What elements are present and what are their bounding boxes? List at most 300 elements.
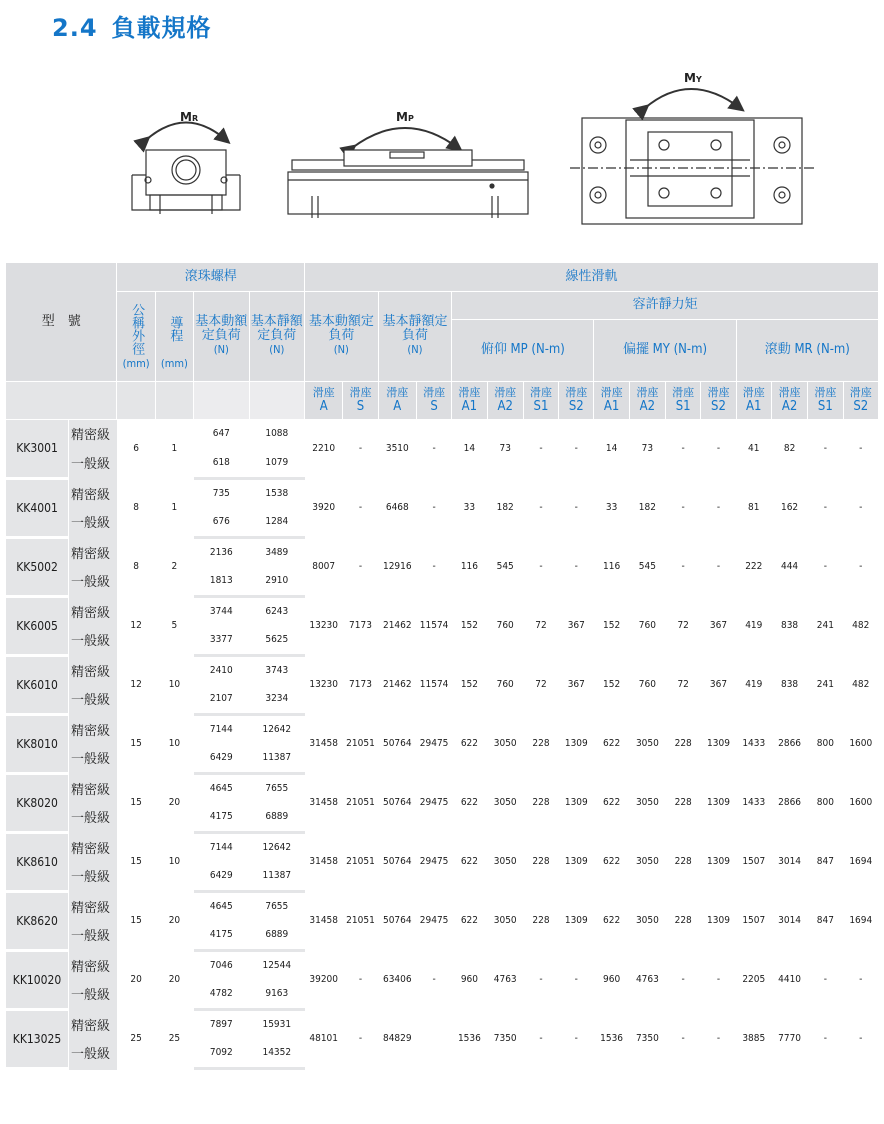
lg-value-cell: 3920 — [305, 478, 343, 537]
bs-static-normal-cell: 3234 — [249, 684, 304, 714]
grade-normal: 一般級 — [69, 684, 117, 714]
lead-cell: 2 — [155, 537, 193, 596]
lg-static-load-header: 基本靜額定負荷 (N) — [378, 291, 452, 381]
bs-dyn-precision-cell: 7144 — [194, 714, 249, 743]
bs-dyn-normal-cell: 1813 — [194, 566, 249, 596]
lead-cell: 10 — [155, 655, 193, 714]
lg-value-cell: - — [701, 419, 736, 478]
lg-value-cell: 419 — [736, 596, 771, 655]
bs-static-normal-cell: 6889 — [249, 920, 304, 950]
grade-normal: 一般級 — [69, 1038, 117, 1068]
lg-value-cell: - — [343, 537, 378, 596]
lg-value-cell: 2210 — [305, 419, 343, 478]
ball-screw-header: 滾珠螺桿 — [117, 263, 305, 291]
grade-precision: 精密級 — [69, 1009, 117, 1038]
bs-static-precision-cell: 7655 — [249, 891, 304, 920]
lg-value-cell: 72 — [523, 596, 558, 655]
bs-dyn-precision-cell: 2410 — [194, 655, 249, 684]
lg-value-cell: 29475 — [416, 891, 451, 950]
grade-precision: 精密級 — [69, 773, 117, 802]
bs-static-precision-cell: 1538 — [249, 478, 304, 507]
lg-value-cell: 33 — [594, 478, 629, 537]
lg-value-cell: - — [343, 478, 378, 537]
lg-value-cell: - — [701, 537, 736, 596]
lg-value-cell: 3014 — [771, 891, 807, 950]
slider-sub-header — [378, 381, 416, 419]
lg-value-cell: 72 — [666, 596, 701, 655]
lg-value-cell: 11574 — [416, 596, 451, 655]
lg-value-cell: 72 — [666, 655, 701, 714]
model-cell: KK8610 — [6, 832, 69, 891]
bs-dyn-normal-cell: 4175 — [194, 920, 249, 950]
lg-value-cell: 21462 — [378, 655, 416, 714]
bs-dyn-load-header: 基本動額定負荷 (N) — [194, 291, 249, 381]
model-cell: KK5002 — [6, 537, 69, 596]
grade-precision: 精密級 — [69, 537, 117, 566]
grade-precision: 精密級 — [69, 419, 117, 448]
lg-value-cell: 622 — [594, 832, 629, 891]
lg-value-cell: 31458 — [305, 891, 343, 950]
mr-end-view — [132, 123, 240, 215]
nominal-dia-cell: 15 — [117, 891, 155, 950]
grade-precision: 精密級 — [69, 950, 117, 979]
lg-value-cell: 152 — [452, 596, 487, 655]
slider-label: 滑座 — [814, 386, 837, 399]
lg-value-cell: 7350 — [487, 1009, 523, 1068]
linear-guide-header: 線性滑軌 — [305, 263, 879, 291]
table-row — [6, 773, 879, 802]
lg-value-cell: 1600 — [843, 714, 878, 773]
lg-value-cell: 847 — [808, 891, 843, 950]
sub-label: S2 — [711, 399, 726, 414]
bs-dyn-precision-cell: 4645 — [194, 773, 249, 802]
nominal-dia-cell: 8 — [117, 478, 155, 537]
lg-value-cell: 3050 — [629, 891, 665, 950]
lg-value-cell: 31458 — [305, 714, 343, 773]
lg-value-cell: 760 — [629, 655, 665, 714]
bs-dyn-normal-cell: 7092 — [194, 1038, 249, 1068]
lg-value-cell: - — [416, 950, 451, 1009]
lead-cell: 25 — [155, 1009, 193, 1068]
lg-value-cell: 2866 — [771, 773, 807, 832]
lg-value-cell: 31458 — [305, 832, 343, 891]
mr-label: MR — [180, 110, 199, 124]
lead-cell: 10 — [155, 832, 193, 891]
sub-label: A2 — [639, 399, 656, 414]
dia-sub-blank — [117, 381, 155, 419]
bs-static-precision-cell: 1088 — [249, 419, 304, 448]
lg-value-cell: 622 — [452, 891, 487, 950]
lg-value-cell: - — [808, 537, 843, 596]
lg-value-cell: 21051 — [343, 891, 378, 950]
lg-value-cell: 1309 — [701, 832, 736, 891]
lg-value-cell: 3885 — [736, 1009, 771, 1068]
lg-value-cell: 622 — [594, 773, 629, 832]
lg-value-cell: 6468 — [378, 478, 416, 537]
lg-value-cell: 367 — [559, 655, 594, 714]
lg-value-cell: 228 — [666, 832, 701, 891]
lg-value-cell: - — [701, 1009, 736, 1068]
grade-normal: 一般級 — [69, 507, 117, 537]
lg-value-cell: 228 — [666, 714, 701, 773]
bs-static-normal-cell: 11387 — [249, 743, 304, 773]
nominal-dia-cell: 20 — [117, 950, 155, 1009]
lg-value-cell: - — [523, 1009, 558, 1068]
lead-cell: 1 — [155, 478, 193, 537]
lg-value-cell: 3014 — [771, 832, 807, 891]
lg-value-cell: 13230 — [305, 596, 343, 655]
lg-value-cell: 39200 — [305, 950, 343, 1009]
bs-dyn-normal-cell: 6429 — [194, 861, 249, 891]
grade-normal: 一般級 — [69, 861, 117, 891]
lg-value-cell: 4763 — [487, 950, 523, 1009]
lg-value-cell: 228 — [523, 832, 558, 891]
slider-sub-header — [629, 381, 665, 419]
lg-dyn-load-header: 基本動額定負荷 (N) — [305, 291, 379, 381]
lead-cell: 20 — [155, 950, 193, 1009]
slider-label: 滑座 — [458, 386, 481, 399]
lg-value-cell: 29475 — [416, 714, 451, 773]
bs-dyn-precision-cell: 735 — [194, 478, 249, 507]
lg-value-cell: 760 — [487, 655, 523, 714]
table-row — [6, 1009, 879, 1038]
lg-value-cell: 50764 — [378, 714, 416, 773]
lead-cell: 5 — [155, 596, 193, 655]
lg-value-cell: 33 — [452, 478, 487, 537]
grade-normal: 一般級 — [69, 802, 117, 832]
table-row — [6, 832, 879, 861]
sub-label: S2 — [853, 399, 869, 414]
lg-value-cell: 3050 — [487, 891, 523, 950]
mr-header: 滾動 MR (N-m) — [736, 319, 878, 381]
slider-sub-header — [594, 381, 629, 419]
bs-dyn-precision-cell: 7046 — [194, 950, 249, 979]
lg-value-cell: 1433 — [736, 714, 771, 773]
lg-value-cell: - — [666, 478, 701, 537]
lg-value-cell: 31458 — [305, 773, 343, 832]
bs-static-precision-cell: 12642 — [249, 714, 304, 743]
my-header: 偏擺 MY (N-m) — [594, 319, 736, 381]
bs-static-precision-cell: 15931 — [249, 1009, 304, 1038]
sub-label: S1 — [817, 399, 833, 414]
nominal-dia-cell: 15 — [117, 832, 155, 891]
lg-value-cell: 838 — [771, 596, 807, 655]
lg-value-cell — [416, 1009, 451, 1068]
bs-dyn-precision-cell: 2136 — [194, 537, 249, 566]
slider-label: 滑座 — [349, 386, 372, 399]
table-row — [6, 891, 879, 920]
lg-value-cell: 622 — [594, 891, 629, 950]
grade-normal: 一般級 — [69, 979, 117, 1009]
lg-value-cell: - — [701, 950, 736, 1009]
grade-precision: 精密級 — [69, 478, 117, 507]
bs-static-normal-cell: 1284 — [249, 507, 304, 537]
sub-label: A — [393, 399, 402, 414]
grade-precision: 精密級 — [69, 714, 117, 743]
lg-value-cell: 3050 — [629, 832, 665, 891]
lg-value-cell: 12916 — [378, 537, 416, 596]
lg-value-cell: 3050 — [487, 773, 523, 832]
bs-static-normal-cell: 6889 — [249, 802, 304, 832]
lg-value-cell: - — [843, 537, 878, 596]
slider-sub-header — [736, 381, 771, 419]
mp-header: 俯仰 MP (N-m) — [452, 319, 594, 381]
bs-dyn-normal-cell: 4782 — [194, 979, 249, 1009]
slider-sub-header — [666, 381, 701, 419]
bs-dyn-normal-cell: 618 — [194, 448, 249, 478]
lg-value-cell: 41 — [736, 419, 771, 478]
load-spec-table — [6, 263, 879, 1070]
sub-label: S1 — [533, 399, 549, 414]
lg-value-cell: 1309 — [559, 832, 594, 891]
lg-value-cell: 50764 — [378, 773, 416, 832]
lg-value-cell: - — [559, 537, 594, 596]
lg-value-cell: - — [416, 537, 451, 596]
lg-value-cell: 228 — [523, 891, 558, 950]
lg-value-cell: - — [666, 419, 701, 478]
lg-value-cell: 1309 — [701, 714, 736, 773]
nominal-dia-cell: 12 — [117, 596, 155, 655]
table-row — [6, 419, 879, 448]
nominal-dia-cell: 12 — [117, 655, 155, 714]
lg-value-cell: - — [843, 478, 878, 537]
lg-value-cell: 847 — [808, 832, 843, 891]
lg-value-cell: 482 — [843, 596, 878, 655]
grade-normal: 一般級 — [69, 920, 117, 950]
lg-value-cell: - — [666, 950, 701, 1009]
lg-value-cell: 14 — [452, 419, 487, 478]
model-sub-blank — [6, 381, 117, 419]
bs-static-normal-cell: 5625 — [249, 625, 304, 655]
slider-sub-header — [843, 381, 878, 419]
slider-label: 滑座 — [849, 386, 872, 399]
lg-value-cell: 241 — [808, 655, 843, 714]
nominal-dia-cell: 8 — [117, 537, 155, 596]
lg-value-cell: - — [559, 950, 594, 1009]
lg-value-cell: - — [808, 419, 843, 478]
slider-label: 滑座 — [778, 386, 801, 399]
lg-value-cell: - — [843, 1009, 878, 1068]
bs-static-normal-cell: 2910 — [249, 566, 304, 596]
lg-value-cell: 81 — [736, 478, 771, 537]
lg-value-cell: 13230 — [305, 655, 343, 714]
lg-value-cell: 1536 — [452, 1009, 487, 1068]
grade-normal: 一般級 — [69, 625, 117, 655]
lg-value-cell: - — [523, 950, 558, 1009]
lg-value-cell: 222 — [736, 537, 771, 596]
lg-value-cell: 48101 — [305, 1009, 343, 1068]
lg-value-cell: 960 — [594, 950, 629, 1009]
mp-side-view — [288, 128, 528, 218]
lg-value-cell: 4763 — [629, 950, 665, 1009]
lg-value-cell: - — [559, 419, 594, 478]
lg-value-cell: - — [559, 1009, 594, 1068]
bs-static-precision-cell: 6243 — [249, 596, 304, 625]
lg-value-cell: - — [808, 478, 843, 537]
lg-value-cell: 241 — [808, 596, 843, 655]
model-cell: KK8620 — [6, 891, 69, 950]
slider-sub-header — [452, 381, 487, 419]
lead-cell: 10 — [155, 714, 193, 773]
lg-value-cell: 152 — [594, 655, 629, 714]
lg-value-cell: - — [343, 1009, 378, 1068]
slider-label: 滑座 — [494, 386, 517, 399]
table-row — [6, 596, 879, 625]
lg-value-cell: - — [523, 537, 558, 596]
lg-value-cell: 228 — [666, 773, 701, 832]
lg-value-cell: 152 — [452, 655, 487, 714]
nominal-dia-cell: 15 — [117, 714, 155, 773]
lg-value-cell: 1600 — [843, 773, 878, 832]
lg-value-cell: - — [523, 419, 558, 478]
grade-precision: 精密級 — [69, 832, 117, 861]
model-cell: KK3001 — [6, 419, 69, 478]
slider-sub-header — [559, 381, 594, 419]
slider-label: 滑座 — [672, 386, 695, 399]
lg-value-cell: 367 — [559, 596, 594, 655]
lg-value-cell: 760 — [487, 596, 523, 655]
slider-sub-header — [487, 381, 523, 419]
lg-value-cell: 29475 — [416, 773, 451, 832]
bs-static-normal-cell: 11387 — [249, 861, 304, 891]
lg-value-cell: - — [416, 478, 451, 537]
lg-value-cell: 21462 — [378, 596, 416, 655]
lg-value-cell: 2205 — [736, 950, 771, 1009]
lg-value-cell: 3050 — [629, 714, 665, 773]
lg-value-cell: 73 — [629, 419, 665, 478]
bs-static-precision-cell: 12544 — [249, 950, 304, 979]
lg-value-cell: 4410 — [771, 950, 807, 1009]
lg-value-cell: 1309 — [701, 773, 736, 832]
lg-value-cell: 50764 — [378, 832, 416, 891]
lg-value-cell: 228 — [523, 714, 558, 773]
lg-value-cell: - — [666, 537, 701, 596]
model-cell: KK4001 — [6, 478, 69, 537]
sub-label: A — [319, 399, 328, 414]
lg-value-cell: 50764 — [378, 891, 416, 950]
page-title — [52, 8, 212, 43]
lg-value-cell: 73 — [487, 419, 523, 478]
nominal-dia-cell: 15 — [117, 773, 155, 832]
lg-value-cell: 1433 — [736, 773, 771, 832]
model-cell: KK6005 — [6, 596, 69, 655]
lg-value-cell: 1507 — [736, 891, 771, 950]
lead-sub-blank — [155, 381, 193, 419]
lead-header: 導程 (mm) — [155, 291, 193, 381]
lg-value-cell: 3510 — [378, 419, 416, 478]
slider-sub-header — [808, 381, 843, 419]
lg-value-cell: 182 — [629, 478, 665, 537]
lg-value-cell: 84829 — [378, 1009, 416, 1068]
slider-sub-header — [343, 381, 378, 419]
slider-sub-header — [305, 381, 343, 419]
slider-sub-header — [701, 381, 736, 419]
lg-value-cell: 622 — [594, 714, 629, 773]
lg-value-cell: 1309 — [559, 773, 594, 832]
bs-dyn-precision-cell: 7897 — [194, 1009, 249, 1038]
section-title: 負載規格 — [111, 14, 212, 42]
lg-value-cell: - — [701, 478, 736, 537]
grade-precision: 精密級 — [69, 655, 117, 684]
sub-label: S2 — [568, 399, 584, 414]
bs-static-precision-cell: 3489 — [249, 537, 304, 566]
lg-value-cell: 444 — [771, 537, 807, 596]
lg-value-cell: 82 — [771, 419, 807, 478]
table-row — [6, 478, 879, 507]
lg-value-cell: - — [523, 478, 558, 537]
bs-static-precision-cell: 3743 — [249, 655, 304, 684]
lg-value-cell: 622 — [452, 714, 487, 773]
sub-label: A1 — [746, 399, 762, 414]
table-row — [6, 655, 879, 684]
lg-value-cell: 367 — [701, 596, 736, 655]
allowable-moment-header: 容許靜力矩 — [452, 291, 879, 319]
sub-label: A1 — [603, 399, 620, 414]
sub-label: A2 — [781, 399, 798, 414]
lg-value-cell: 1694 — [843, 832, 878, 891]
lg-value-cell: 960 — [452, 950, 487, 1009]
moment-diagram — [0, 60, 884, 235]
lg-value-cell: 419 — [736, 655, 771, 714]
model-cell: KK10020 — [6, 950, 69, 1009]
lg-value-cell: 1536 — [594, 1009, 629, 1068]
lg-value-cell: 760 — [629, 596, 665, 655]
lg-value-cell: - — [343, 419, 378, 478]
lg-value-cell: 7350 — [629, 1009, 665, 1068]
lg-value-cell: - — [559, 478, 594, 537]
lg-value-cell: 63406 — [378, 950, 416, 1009]
lg-value-cell: 228 — [523, 773, 558, 832]
grade-normal: 一般級 — [69, 566, 117, 596]
bs-static-normal-cell: 14352 — [249, 1038, 304, 1068]
lg-value-cell: 7173 — [343, 596, 378, 655]
lg-value-cell: 838 — [771, 655, 807, 714]
lg-value-cell: 800 — [808, 773, 843, 832]
lg-value-cell: 3050 — [629, 773, 665, 832]
sub-label: S — [430, 399, 438, 414]
grade-precision: 精密級 — [69, 596, 117, 625]
slider-label: 滑座 — [312, 386, 335, 399]
lg-value-cell: 622 — [452, 832, 487, 891]
nominal-dia-header: 公稱外徑 (mm) — [117, 291, 155, 381]
sub-label: A2 — [497, 399, 513, 414]
model-cell: KK6010 — [6, 655, 69, 714]
lg-value-cell: 3050 — [487, 714, 523, 773]
bs-dyn-precision-cell: 647 — [194, 419, 249, 448]
grade-normal: 一般級 — [69, 448, 117, 478]
lg-value-cell: 7173 — [343, 655, 378, 714]
lg-value-cell: 228 — [666, 891, 701, 950]
lg-value-cell: 162 — [771, 478, 807, 537]
lg-value-cell: 545 — [629, 537, 665, 596]
model-cell: KK13025 — [6, 1009, 69, 1068]
lg-value-cell: 14 — [594, 419, 629, 478]
lg-value-cell: 367 — [701, 655, 736, 714]
slider-sub-header — [523, 381, 558, 419]
table-row — [6, 950, 879, 979]
bs-dyn-precision-cell: 4645 — [194, 891, 249, 920]
nominal-dia-cell: 6 — [117, 419, 155, 478]
lg-value-cell: 482 — [843, 655, 878, 714]
section-number: 2.4 — [52, 14, 98, 42]
lg-value-cell: 800 — [808, 714, 843, 773]
grade-normal: 一般級 — [69, 743, 117, 773]
bs-static-normal-cell: 1079 — [249, 448, 304, 478]
lead-cell: 20 — [155, 891, 193, 950]
sub-label: S1 — [675, 399, 691, 414]
sub-label: A1 — [461, 399, 478, 414]
lg-value-cell: - — [843, 419, 878, 478]
